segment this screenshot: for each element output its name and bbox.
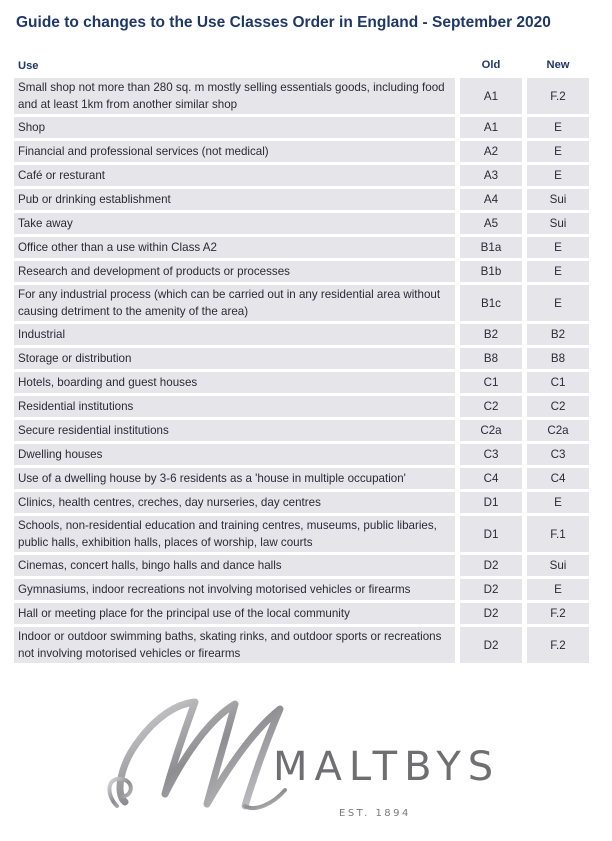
cell-old: A2 (460, 141, 522, 162)
table-row (14, 516, 590, 552)
page-title: Guide to changes to the Use Classes Order in England - September 2020 (16, 14, 551, 31)
cell-use: Café or resturant (14, 165, 455, 186)
cell-old: A1 (460, 117, 522, 138)
cell-new: E (527, 117, 589, 138)
cell-use: Indoor or outdoor swimming baths, skating rinks, and outdoor sports or recreations not involving motorised vehicles or firearms (14, 627, 455, 663)
use-classes-table (14, 57, 590, 666)
cell-old: A5 (460, 213, 522, 234)
cell-old: C2 (460, 396, 522, 417)
table-row (14, 396, 590, 417)
table-row (14, 189, 590, 210)
cell-use: Research and development of products or processes (14, 261, 455, 282)
table-row (14, 627, 590, 663)
table-row (14, 372, 590, 393)
logo-established: EST. 1894 (339, 808, 411, 819)
cell-new: E (527, 165, 589, 186)
cell-new: E (527, 492, 589, 513)
cell-new: F.2 (527, 603, 589, 624)
cell-new: F.2 (527, 78, 589, 114)
cell-use: Storage or distribution (14, 348, 455, 369)
cell-new: C2a (527, 420, 589, 441)
monogram-m-icon (95, 694, 295, 814)
cell-old: B1c (460, 285, 522, 321)
cell-new: E (527, 237, 589, 258)
table-row (14, 348, 590, 369)
cell-old: D2 (460, 555, 522, 576)
cell-new: B2 (527, 324, 589, 345)
cell-use: Take away (14, 213, 455, 234)
table-row (14, 492, 590, 513)
table-row (14, 468, 590, 489)
cell-old: B8 (460, 348, 522, 369)
header-use: Use (18, 60, 39, 72)
cell-new: C3 (527, 444, 589, 465)
table-row (14, 555, 590, 576)
table-row (14, 444, 590, 465)
cell-new: E (527, 579, 589, 600)
cell-use: Use of a dwelling house by 3-6 residents as a 'house in multiple occupation' (14, 468, 455, 489)
cell-new: F.2 (527, 627, 589, 663)
cell-use: Cinemas, concert halls, bingo halls and dance halls (14, 555, 455, 576)
table-row (14, 285, 590, 321)
cell-old: B2 (460, 324, 522, 345)
table-row (14, 420, 590, 441)
table-body (14, 78, 590, 663)
cell-old: C1 (460, 372, 522, 393)
table-row (14, 117, 590, 138)
logo-wordmark: MALTBYS (273, 744, 501, 790)
table-header (14, 57, 590, 75)
cell-new: Sui (527, 213, 589, 234)
table-row (14, 165, 590, 186)
cell-new: E (527, 285, 589, 321)
header-old: Old (481, 59, 501, 71)
cell-use: Gymnasiums, indoor recreations not involving motorised vehicles or firearms (14, 579, 455, 600)
cell-use: Hotels, boarding and guest houses (14, 372, 455, 393)
cell-old: D2 (460, 603, 522, 624)
cell-use: Small shop not more than 280 sq. m mostly selling essentials goods, including food and at least 1km from another similar shop (14, 78, 455, 114)
cell-use: Industrial (14, 324, 455, 345)
cell-use: Office other than a use within Class A2 (14, 237, 455, 258)
maltbys-logo (95, 694, 515, 834)
cell-use: Secure residential institutions (14, 420, 455, 441)
cell-new: C2 (527, 396, 589, 417)
cell-old: A4 (460, 189, 522, 210)
cell-use: Schools, non-residential education and training centres, museums, public libaries, public halls, exhibition halls, places of worship, law courts (14, 516, 455, 552)
cell-old: D1 (460, 516, 522, 552)
cell-use: Shop (14, 117, 455, 138)
cell-use: For any industrial process (which can be carried out in any residential area without causing detriment to the amenity of the area) (14, 285, 455, 321)
cell-new: Sui (527, 189, 589, 210)
table-row (14, 237, 590, 258)
cell-old: D1 (460, 492, 522, 513)
cell-new: C4 (527, 468, 589, 489)
table-row (14, 579, 590, 600)
cell-new: C1 (527, 372, 589, 393)
cell-old: A1 (460, 78, 522, 114)
header-new: New (546, 59, 570, 71)
cell-old: D2 (460, 627, 522, 663)
cell-old: B1b (460, 261, 522, 282)
table-row (14, 213, 590, 234)
table-row (14, 78, 590, 114)
table-row (14, 603, 590, 624)
cell-use: Dwelling houses (14, 444, 455, 465)
cell-old: C4 (460, 468, 522, 489)
cell-new: F.1 (527, 516, 589, 552)
cell-use: Clinics, health centres, creches, day nurseries, day centres (14, 492, 455, 513)
cell-use: Financial and professional services (not medical) (14, 141, 455, 162)
cell-old: C2a (460, 420, 522, 441)
cell-old: B1a (460, 237, 522, 258)
table-row (14, 141, 590, 162)
cell-use: Residential institutions (14, 396, 455, 417)
cell-new: E (527, 141, 589, 162)
cell-use: Pub or drinking establishment (14, 189, 455, 210)
cell-new: B8 (527, 348, 589, 369)
cell-use: Hall or meeting place for the principal use of the local community (14, 603, 455, 624)
cell-new: E (527, 261, 589, 282)
cell-old: C3 (460, 444, 522, 465)
cell-new: Sui (527, 555, 589, 576)
cell-old: D2 (460, 579, 522, 600)
table-row (14, 324, 590, 345)
cell-old: A3 (460, 165, 522, 186)
table-row (14, 261, 590, 282)
